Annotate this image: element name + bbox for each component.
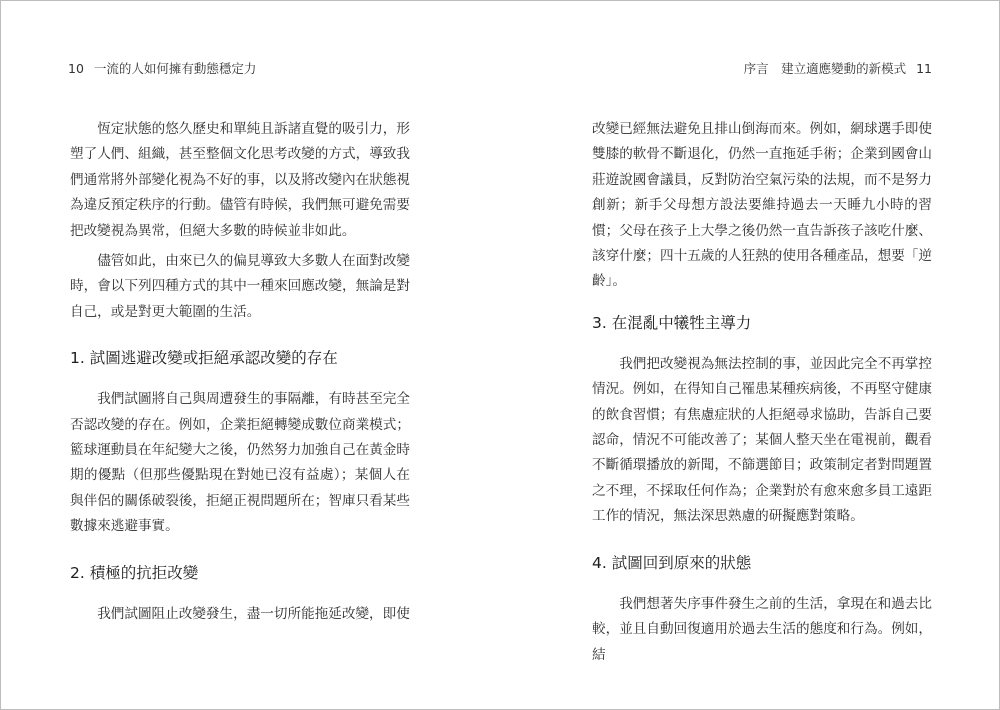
left-page-body [70,117,410,632]
paragraph: 我們想著失序事件發生之前的生活，拿現在和過去比較，並且自動回復適用於過去生活的態度和行為。例如，結 [592,595,932,663]
running-head: 一流的人如何擁有動態穩定力 [93,61,257,76]
right-page-body [592,117,932,673]
paragraph: 我們試圖阻止改變發生，盡一切所能拖延改變，即使 [97,605,410,622]
paragraph: 儘管如此，由來已久的偏見導致大多數人在面對改變時，會以下列四種方式的其中一種來回應改變，無論是對自己，或是對更大範圍的生活。 [70,253,410,320]
paragraph: 我們試圖將自己與周遭發生的事隔離，有時甚至完全否認改變的存在。例如，企業拒絕轉變成數位商業模式；籃球運動員在年紀變大之後，仍然努力加強自己在黃金時期的優點（但那些優點現在對她已沒有益處）；某個人在與伴侶的關係破裂後，拒絕正視問題所在；智庫只看某些數據來逃避事實。 [70,391,410,535]
paragraph: 我們把改變視為無法控制的事，並因此完全不再掌控情況。例如，在得知自己罹患某種疾病後，不再堅守健康的飲食習慣；有焦慮症狀的人拒絕尋求協助，告訴自己要認命，情況不可能改善了；某個人整天坐在電視前，觀看不斷循環播放的新聞，不篩選節目；政策制定者對問題置之不理，不採取任何作為；企業對於有愈來愈多員工遠距工作的情況，無法深思熟慮的研擬應對策略。 [592,355,932,525]
paragraph: 改變已經無法避免且排山倒海而來。例如，網球選手即使雙膝的軟骨不斷退化，仍然一直拖延手術；企業到國會山莊遊說國會議員，反對防治空氣污染的法規，而不是努力創新；新手父母想方設法要維持過去一天睡九小時的習慣；父母在孩子上大學之後仍然一直告訴孩子該吃什麼、該穿什麼；四十五歲的人狂熱的使用各種產品，想要「逆齡」。 [592,121,932,290]
section-heading: 2. 積極的抗拒改變 [70,563,199,582]
section-heading: 4. 試圖回到原來的狀態 [592,553,752,572]
left-page-header [68,59,256,77]
paragraph: 恆定狀態的悠久歷史和單純且訴諸直覺的吸引力，形塑了人們、組織，甚至整個文化思考改變的方式，導致我們通常將外部變化視為不好的事，以及將改變內在狀態視為違反預定秩序的行動。儘管有時候，我們無可避免需要把改變視為異常，但絕大多數的時候並非如此。 [70,121,410,239]
page-number: 10 [68,61,84,76]
section-heading: 1. 試圖逃避改變或拒絕承認改變的存在 [70,349,338,368]
right-page [500,1,999,709]
right-page-header [744,59,932,77]
left-page [1,1,500,709]
running-head: 序言 建立適應變動的新模式 [743,61,907,76]
page-number: 11 [916,61,932,76]
section-heading: 3. 在混亂中犧牲主導力 [592,313,752,332]
